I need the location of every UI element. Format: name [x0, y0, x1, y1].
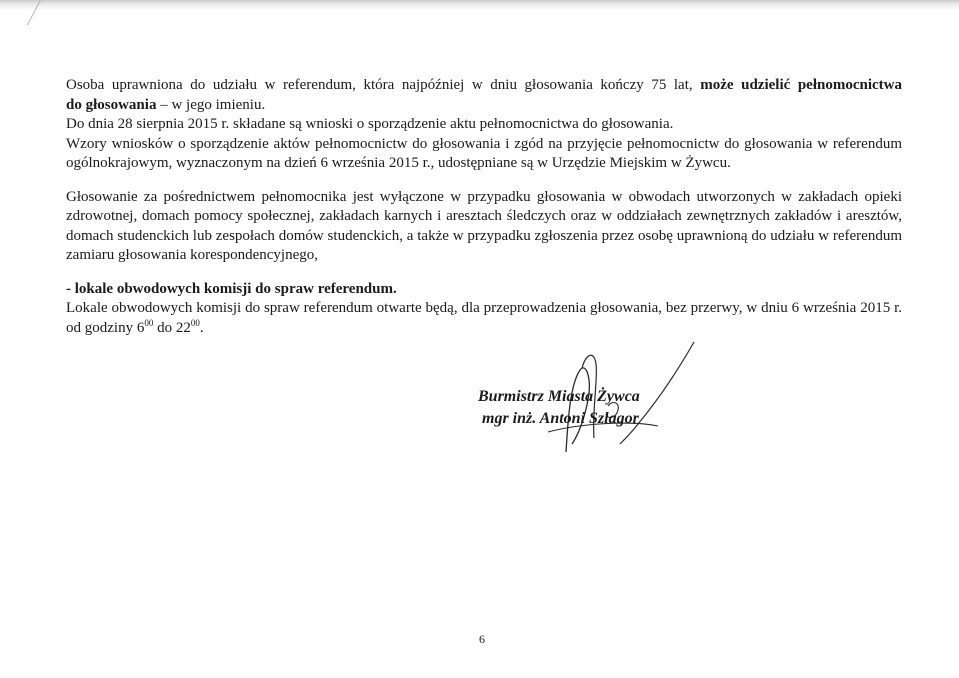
- page-number: 6: [479, 632, 485, 646]
- opening-hours-text-end: .: [199, 319, 204, 336]
- proxy-eligibility-first-line: [66, 76, 902, 96]
- opening-hours-text-middle: do 22: [153, 319, 191, 336]
- scan-edge: [0, 0, 959, 10]
- opening-hours-paragraph: [66, 299, 902, 338]
- closing-hour-superscript: 00: [190, 317, 200, 328]
- opening-hours-text: Lokale obwodowych komisji do spraw referendum otwarte będą, dla przeprowadzenia głosowania, bez przerwy, w dniu 6 września 2015 r. od godziny 6: [66, 300, 902, 336]
- proxy-eligibility-paragraph: [66, 76, 902, 115]
- proxy-eligibility-bold-continued: do głosowania: [66, 96, 157, 113]
- proxy-eligibility-bold: może udzielić pełnomocnictwa: [700, 77, 902, 93]
- forms-paragraph: Wzory wniosków o sporządzenie aktów pełnomocnictw do głosowania i zgód na przyjęcie pełnomocnictw do głosowania w referendum ogólnokrajowym, wyznaczonym na dzień 6 września 2015 r., udostępniane są w Urzędzie Miejskim w Żywcu.: [66, 135, 902, 171]
- deadline-paragraph: Do dnia 28 sierpnia 2015 r. składane są wnioski o sporządzenie aktu pełnomocnictwa do głosowania.: [66, 116, 674, 132]
- document-body: [66, 76, 902, 338]
- signature-title: Burmistrz Miasta Żywca: [478, 388, 640, 405]
- signature-block: [478, 388, 718, 468]
- proxy-eligibility-text-end: – w jego imieniu.: [156, 96, 266, 113]
- section-heading: [66, 280, 902, 300]
- proxy-exclusion-paragraph: Głosowanie za pośrednictwem pełnomocnika jest wyłączone w przypadku głosowania w obwodach utworzonych w zakładach opieki zdrowotnej, domach pomocy społecznej, zakładach karnych i aresztach śledczych oraz w oddziałach zewnętrznych zakładów i aresztów, domach studenckich lub zespołach domów studenckich, a także w przypadku zgłoszenia przez osobę uprawnioną do udziału w referendum zamiaru głosowania korespondencyjnego,: [66, 188, 902, 263]
- proxy-eligibility-text: Osoba uprawniona do udziału w referendum, która najpóźniej w dniu głosowania kończy 75 lat,: [66, 77, 701, 93]
- section-heading-text: - lokale obwodowych komisji do spraw referendum.: [66, 280, 397, 297]
- opening-hour-superscript: 00: [144, 317, 154, 328]
- signature-name: mgr inż. Antoni Szlagor: [482, 410, 639, 427]
